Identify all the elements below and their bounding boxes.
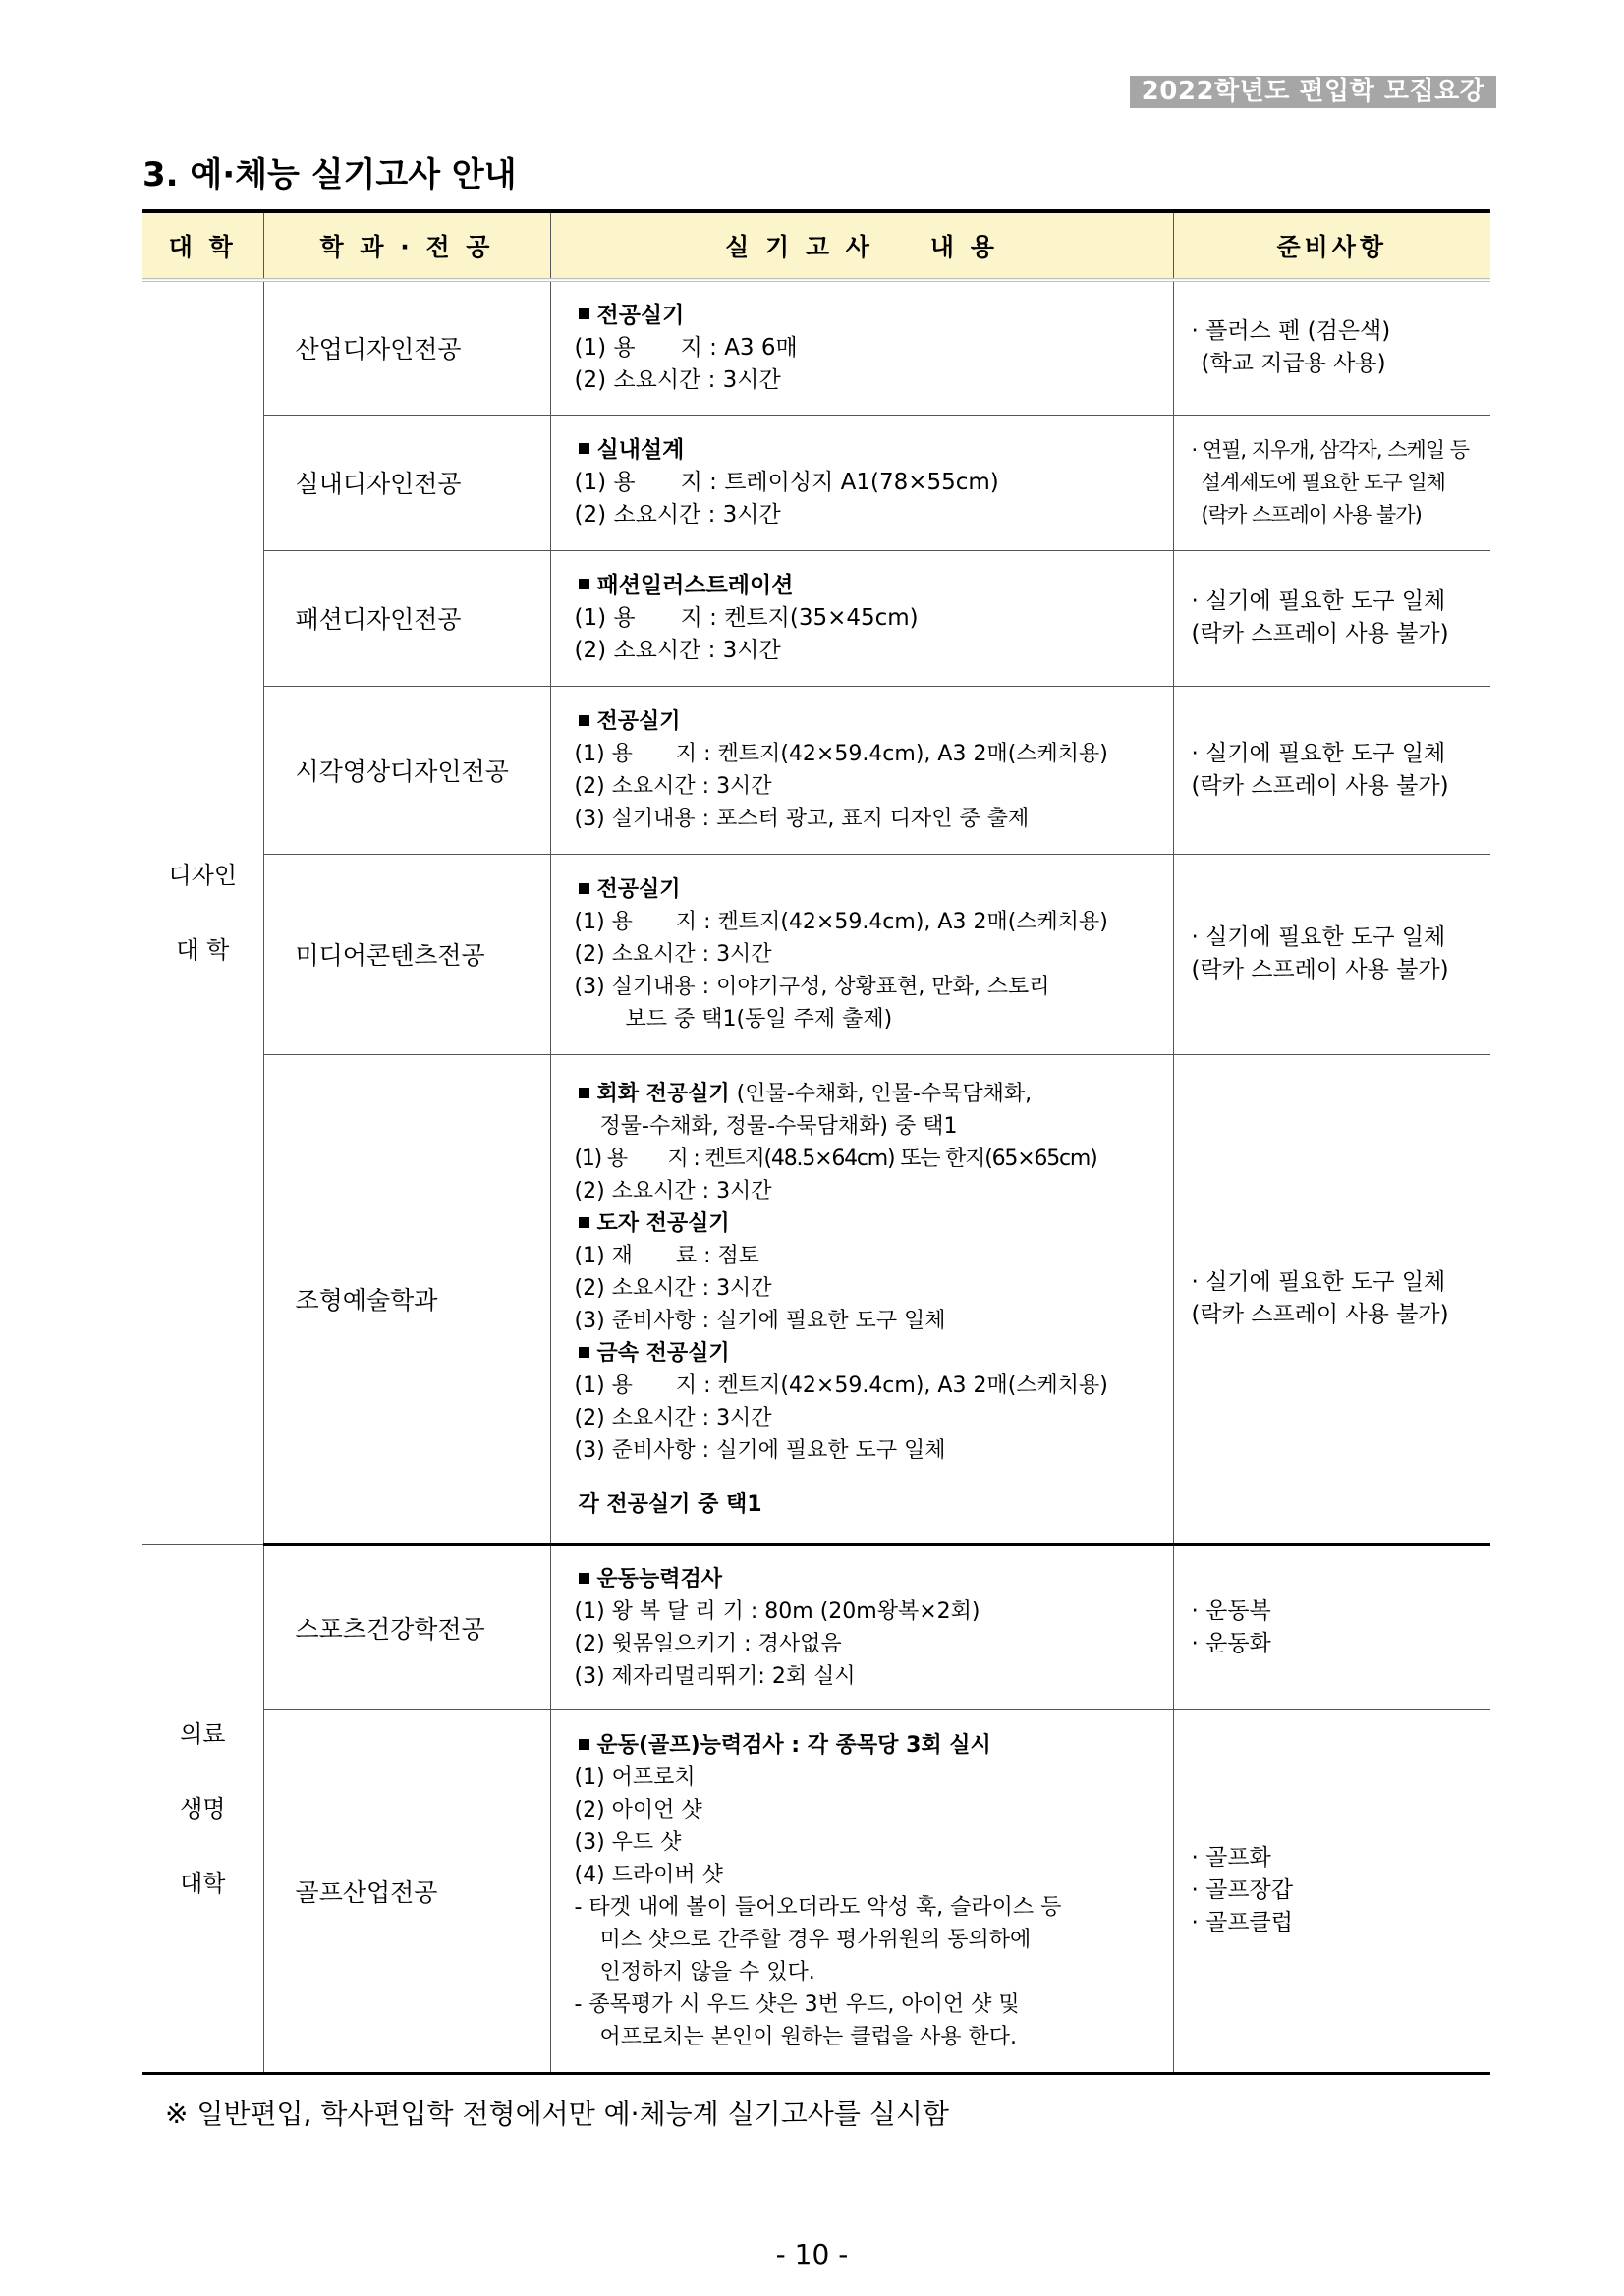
exam-line: (1) 용 지 : 켄트지(42×59.4cm), A3 2매(스케치용) — [574, 741, 1108, 766]
preparation-cell — [1173, 1054, 1490, 1544]
department-cell: 조형예술학과 — [263, 1054, 550, 1544]
exam-content-cell — [550, 1544, 1173, 1709]
exam-note-line: 미스 샷으로 간주할 경우 평가위원의 동의하에 — [599, 1927, 1032, 1952]
exam-line: (2) 소요시간 : 3시간 — [574, 501, 781, 528]
square-bullet-icon — [579, 1573, 589, 1584]
prep-line: (락카 스프레이 사용 불가) — [1191, 772, 1449, 799]
exam-note-line: 인정하지 않을 수 있다. — [599, 1959, 815, 1985]
preparation-cell — [1173, 1709, 1490, 2073]
column-header-preparation: 준비사항 — [1173, 211, 1490, 280]
exam-heading: 실내설계 — [575, 434, 1169, 467]
exam-line: (1) 용 지 : 켄트지(42×59.4cm), A3 2매(스케치용) — [574, 1372, 1108, 1398]
exam-content-cell — [550, 550, 1173, 686]
college-name-line: 디자인 — [168, 862, 238, 890]
department-cell: 미디어콘텐츠전공 — [263, 854, 550, 1054]
college-name-line: 대 학 — [176, 936, 230, 965]
section-title: 3. 예·체능 실기고사 안내 — [142, 155, 517, 195]
column-header-college: 대 학 — [142, 211, 263, 280]
college-cell-medical-life — [142, 1544, 263, 2073]
exam-line: (1) 용 지 : 켄트지(42×59.4cm), A3 2매(스케치용) — [574, 909, 1108, 934]
college-name-line: 대학 — [180, 1869, 226, 1897]
department-cell: 실내디자인전공 — [263, 415, 550, 550]
table-header-row — [142, 211, 1490, 280]
exam-line: (3) 준비사항 : 실기에 필요한 도구 일체 — [574, 1308, 946, 1333]
exam-line: (2) 윗몸일으키기 : 경사없음 — [574, 1631, 842, 1656]
preparation-cell — [1173, 686, 1490, 854]
prep-line: · 연필, 지우개, 삼각자, 스케일 등 — [1191, 437, 1470, 462]
exam-heading: 운동능력검사 — [575, 1563, 1169, 1596]
exam-heading: 전공실기 — [575, 300, 1169, 332]
department-cell: 산업디자인전공 — [263, 280, 550, 415]
exam-line: (4) 드라이버 샷 — [574, 1862, 723, 1887]
exam-line: (3) 제자리멀리뛰기: 2회 실시 — [574, 1663, 856, 1689]
exam-content-cell — [550, 1054, 1173, 1544]
college-cell-design — [142, 280, 263, 1544]
exam-content-cell — [550, 280, 1173, 415]
table-row — [142, 1709, 1490, 2073]
preparation-cell — [1173, 550, 1490, 686]
exam-line: (1) 용 지 : 트레이싱지 A1(78×55cm) — [574, 469, 999, 495]
table-row — [142, 550, 1490, 686]
prep-line: · 플러스 펜 (검은색) — [1191, 318, 1391, 345]
preparation-cell — [1173, 1544, 1490, 1709]
document-header-badge: 2022학년도 편입학 모집요강 — [1130, 76, 1496, 108]
square-bullet-icon — [579, 579, 589, 589]
exam-line: (2) 소요시간 : 3시간 — [574, 366, 781, 393]
exam-line: (2) 아이언 샷 — [574, 1797, 702, 1822]
exam-line: (3) 실기내용 : 이야기구성, 상황표현, 만화, 스토리 — [574, 974, 1050, 999]
prep-line: · 골프화 — [1191, 1845, 1271, 1871]
exam-line: (2) 소요시간 : 3시간 — [574, 773, 772, 799]
exam-content-cell — [550, 686, 1173, 854]
column-header-content: 실 기 고 사 내 용 — [550, 211, 1173, 280]
prep-line: (락카 스프레이 사용 불가) — [1191, 957, 1449, 982]
prep-line: (락카 스프레이 사용 불가) — [1191, 621, 1449, 646]
exam-heading: 패션일러스트레이션 — [575, 570, 1169, 602]
exam-content-cell — [550, 854, 1173, 1054]
prep-line: 설계제도에 필요한 도구 일체 — [1201, 470, 1445, 494]
table-row — [142, 686, 1490, 854]
square-bullet-icon — [579, 1217, 589, 1228]
exam-content-cell — [550, 415, 1173, 550]
prep-line: · 실기에 필요한 도구 일체 — [1191, 924, 1446, 950]
exam-note-line: - 종목평가 시 우드 샷은 3번 우드, 아이언 샷 및 — [574, 1991, 1020, 2017]
exam-line: (1) 용 지 : A3 6매 — [574, 334, 798, 361]
exam-note-line: 어프로치는 본인이 원하는 클럽을 사용 한다. — [599, 2024, 1017, 2049]
preparation-cell — [1173, 280, 1490, 415]
table-row — [142, 1544, 1490, 1709]
college-name-line: 의료 — [180, 1719, 226, 1748]
prep-line: (락카 스프레이 사용 불가) — [1191, 1302, 1449, 1327]
exam-line: (3) 준비사항 : 실기에 필요한 도구 일체 — [574, 1437, 946, 1463]
prep-line: · 실기에 필요한 도구 일체 — [1191, 740, 1446, 766]
exam-line: (1) 재 료 : 점토 — [574, 1243, 760, 1268]
exam-line: (2) 소요시간 : 3시간 — [574, 1275, 772, 1301]
footnote: ※ 일반편입, 학사편입학 전형에서만 예·체능계 실기고사를 실시함 — [165, 2098, 949, 2130]
exam-line: 보드 중 택1(동일 주제 출제) — [625, 1006, 893, 1032]
department-cell: 패션디자인전공 — [263, 550, 550, 686]
table-row — [142, 1054, 1490, 1544]
prep-line: (락카 스프레이 사용 불가) — [1201, 502, 1422, 527]
department-cell: 골프산업전공 — [263, 1709, 550, 2073]
prep-line: · 실기에 필요한 도구 일체 — [1191, 1269, 1446, 1295]
exam-heading: 운동(골프)능력검사 : 각 종목당 3회 실시 — [575, 1729, 1169, 1762]
exam-choose-note: 각 전공실기 중 택1 — [578, 1491, 762, 1517]
prep-line: (학교 지급용 사용) — [1201, 351, 1386, 377]
exam-line: (2) 소요시간 : 3시간 — [574, 637, 781, 663]
exam-line: (2) 소요시간 : 3시간 — [574, 1178, 772, 1204]
exam-heading: 도자 전공실기 — [575, 1207, 1169, 1240]
exam-line: (2) 소요시간 : 3시간 — [574, 1405, 772, 1430]
prep-line: · 골프장갑 — [1191, 1877, 1293, 1903]
exam-line: 정물-수채화, 정물-수묵담채화) 중 택1 — [599, 1113, 958, 1139]
square-bullet-icon — [579, 443, 589, 454]
table-row — [142, 854, 1490, 1054]
table-row — [142, 415, 1490, 550]
preparation-cell — [1173, 854, 1490, 1054]
square-bullet-icon — [579, 1347, 589, 1358]
exam-heading: 금속 전공실기 — [575, 1337, 1169, 1370]
exam-line: (3) 우드 샷 — [574, 1829, 682, 1855]
preparation-cell — [1173, 415, 1490, 550]
exam-line: (3) 실기내용 : 포스터 광고, 표지 디자인 중 출제 — [574, 806, 1030, 831]
prep-line: · 운동화 — [1191, 1630, 1271, 1656]
prep-line: · 운동복 — [1191, 1597, 1271, 1624]
department-cell: 시각영상디자인전공 — [263, 686, 550, 854]
square-bullet-icon — [579, 1088, 589, 1098]
prep-line: · 골프클럽 — [1191, 1910, 1293, 1935]
exam-heading: 전공실기 — [575, 873, 1169, 906]
exam-line: (1) 용 지 : 켄트지(48.5×64cm) 또는 한지(65×65cm) — [574, 1146, 1097, 1171]
page-number: - 10 - — [775, 2238, 849, 2270]
square-bullet-icon — [579, 883, 589, 894]
table-row — [142, 280, 1490, 415]
prep-line: · 실기에 필요한 도구 일체 — [1191, 588, 1446, 614]
department-cell: 스포츠건강학전공 — [263, 1544, 550, 1709]
exam-line: (2) 소요시간 : 3시간 — [574, 941, 772, 967]
exam-note-line: - 타겟 내에 볼이 들어오더라도 악성 훅, 슬라이스 등 — [574, 1894, 1062, 1920]
exam-line: (1) 어프로치 — [574, 1764, 696, 1790]
square-bullet-icon — [579, 1739, 589, 1750]
exam-line: (1) 왕 복 달 리 기 : 80m (20m왕복×2회) — [574, 1598, 980, 1624]
square-bullet-icon — [579, 715, 589, 726]
exam-content-cell — [550, 1709, 1173, 2073]
exam-line: (1) 용 지 : 켄트지(35×45cm) — [574, 604, 919, 631]
exam-heading: 회화 전공실기 (인물-수채화, 인물-수묵담채화, — [575, 1078, 1169, 1110]
exam-heading: 전공실기 — [575, 705, 1169, 738]
column-header-department: 학 과 · 전 공 — [263, 211, 550, 280]
college-name-line: 생명 — [180, 1794, 226, 1822]
square-bullet-icon — [579, 308, 589, 319]
practical-exam-table — [142, 209, 1490, 2075]
